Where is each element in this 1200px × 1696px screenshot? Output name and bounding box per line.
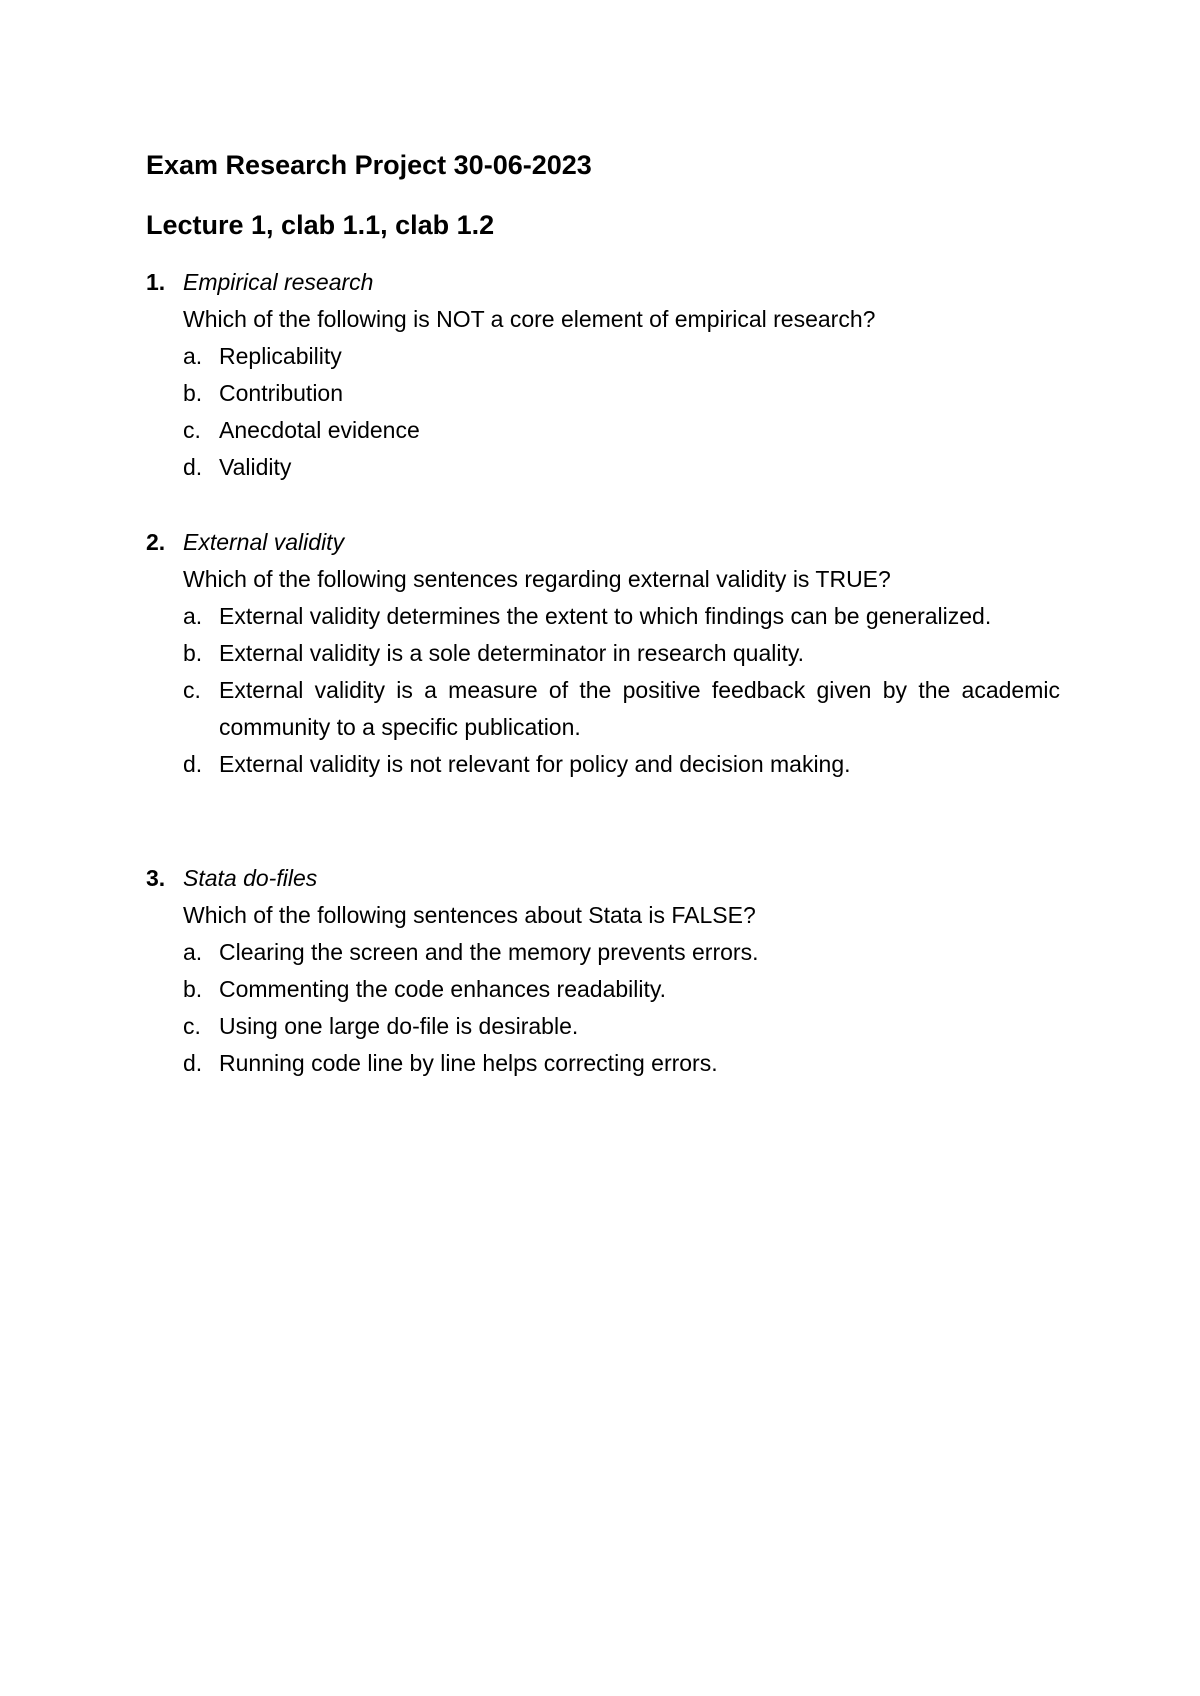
option-letter: a.	[183, 939, 203, 965]
option-letter: d.	[183, 751, 203, 777]
option-text: External validity is a sole determinator in research quality.	[219, 640, 805, 666]
answer-option-a	[146, 338, 1060, 375]
option-letter: c.	[183, 677, 201, 703]
question-header	[146, 860, 1060, 897]
document-title: Exam Research Project 30-06-2023	[146, 150, 592, 180]
answer-option-d	[146, 449, 1060, 486]
question-topic: Empirical research	[183, 269, 374, 295]
option-letter: d.	[183, 454, 203, 480]
question-stem: Which of the following sentences about Stata is FALSE?	[183, 902, 756, 928]
option-letter: b.	[183, 640, 203, 666]
option-letter: a.	[183, 603, 203, 629]
answer-option-c	[146, 672, 1060, 746]
answer-options	[146, 598, 1060, 783]
document-subtitle: Lecture 1, clab 1.1, clab 1.2	[146, 210, 495, 240]
option-text: Validity	[219, 454, 292, 480]
question-stem: Which of the following sentences regarding external validity is TRUE?	[183, 566, 891, 592]
question-1	[146, 264, 1060, 486]
question-topic: Stata do-files	[183, 865, 318, 891]
answer-option-b	[146, 375, 1060, 412]
option-letter: c.	[183, 1013, 201, 1039]
answer-option-c	[146, 1008, 1060, 1045]
answer-options	[146, 934, 1060, 1082]
answer-option-d	[146, 1045, 1060, 1082]
question-2	[146, 524, 1060, 783]
answer-option-a	[146, 934, 1060, 971]
option-text: External validity is not relevant for policy and decision making.	[219, 751, 851, 777]
answer-option-d	[146, 746, 1060, 783]
option-text: Commenting the code enhances readability.	[219, 976, 667, 1002]
option-letter: d.	[183, 1050, 203, 1076]
option-text: Clearing the screen and the memory prevents errors.	[219, 939, 759, 965]
option-text: External validity is a measure of the positive feedback given by the academic community to a specific publication.	[219, 677, 1060, 740]
option-text: Contribution	[219, 380, 344, 406]
question-number: 2.	[146, 529, 166, 555]
option-text: Anecdotal evidence	[219, 417, 420, 443]
option-text: Running code line by line helps correcting errors.	[219, 1050, 718, 1076]
option-text: Replicability	[219, 343, 342, 369]
answer-option-a	[146, 598, 1060, 635]
question-number: 1.	[146, 269, 166, 295]
option-letter: b.	[183, 976, 203, 1002]
question-stem: Which of the following is NOT a core element of empirical research?	[183, 306, 876, 332]
option-text: External validity determines the extent to which findings can be generalized.	[219, 603, 992, 629]
answer-option-c	[146, 412, 1060, 449]
question-header	[146, 264, 1060, 301]
option-letter: c.	[183, 417, 201, 443]
option-letter: a.	[183, 343, 203, 369]
answer-options	[146, 338, 1060, 486]
option-letter: b.	[183, 380, 203, 406]
option-text: Using one large do-file is desirable.	[219, 1013, 579, 1039]
question-header	[146, 524, 1060, 561]
question-3	[146, 860, 1060, 1082]
answer-option-b	[146, 971, 1060, 1008]
question-number: 3.	[146, 865, 166, 891]
question-topic: External validity	[183, 529, 345, 555]
answer-option-b	[146, 635, 1060, 672]
